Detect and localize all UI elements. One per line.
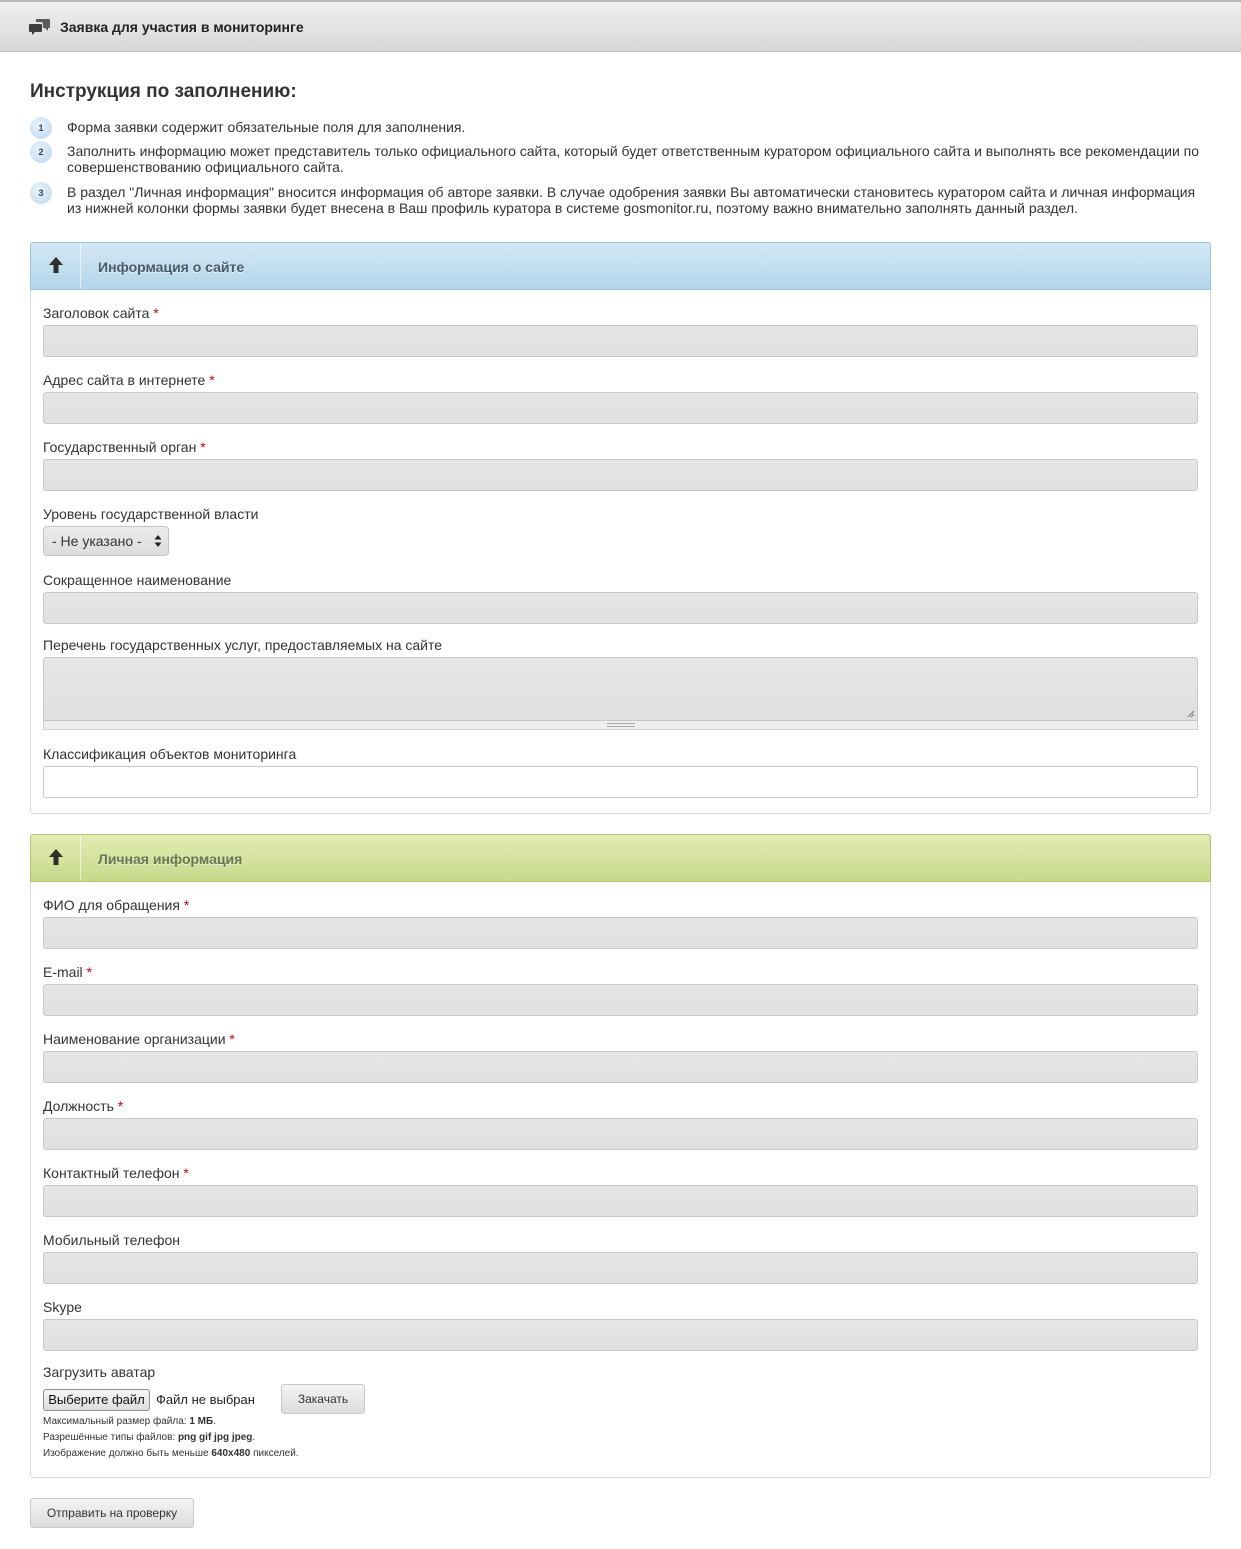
file-status: Файл не выбран <box>156 1392 255 1407</box>
site-info-panel-header[interactable] <box>30 242 1211 290</box>
classification-input[interactable] <box>43 766 1198 798</box>
org-label: Наименование организации * <box>43 1031 235 1047</box>
short-name-input[interactable] <box>43 592 1198 624</box>
hint-image-size: Изображение должно быть меньше 640x480 пикселей. <box>43 1448 299 1459</box>
instructions-title: Инструкция по заполнению: <box>30 81 297 102</box>
gov-body-input[interactable] <box>43 459 1198 491</box>
arrow-up-icon <box>49 257 63 273</box>
hint-max-size: Максимальный размер файла: 1 МБ. <box>43 1416 216 1427</box>
email-label: E-mail * <box>43 964 93 980</box>
panel-title: Информация о сайте <box>98 259 245 275</box>
position-label: Должность * <box>43 1098 124 1114</box>
step-text: Заполнить информацию может представитель только официального сайта, который будет ответственным куратором официального сайта и выполнять все рекомендации по совершенствованию официального сайта. <box>67 143 1200 175</box>
fio-label: ФИО для обращения * <box>43 897 190 913</box>
textarea-resize-grip[interactable] <box>43 721 1198 730</box>
panel-title: Личная информация <box>98 851 243 867</box>
collapse-toggle[interactable] <box>31 835 81 881</box>
avatar-label: Загрузить аватар <box>43 1364 156 1380</box>
resize-corner-icon[interactable] <box>1187 710 1195 718</box>
phone-label: Контактный телефон * <box>43 1165 189 1181</box>
fio-input[interactable] <box>43 917 1198 949</box>
choose-file-button[interactable]: Выберите файл <box>43 1389 150 1411</box>
personal-info-panel-header[interactable] <box>30 834 1211 882</box>
phone-input[interactable] <box>43 1185 1198 1217</box>
mobile-input[interactable] <box>43 1252 1198 1284</box>
upload-button[interactable]: Закачать <box>281 1384 365 1414</box>
org-input[interactable] <box>43 1051 1198 1083</box>
gov-body-label: Государственный орган * <box>43 439 206 455</box>
step-number-badge: 1 <box>30 117 52 139</box>
gov-level-label: Уровень государственной власти <box>43 506 259 522</box>
mobile-label: Мобильный телефон <box>43 1232 180 1248</box>
hint-file-types: Разрешённые типы файлов: png gif jpg jpeg. <box>43 1432 256 1443</box>
site-url-input[interactable] <box>43 392 1198 424</box>
gov-level-select[interactable]: - Не указано - <box>43 526 169 556</box>
site-title-input[interactable] <box>43 325 1198 357</box>
step-number-badge: 2 <box>30 141 52 163</box>
skype-input[interactable] <box>43 1319 1198 1351</box>
short-name-label: Сокращенное наименование <box>43 572 232 588</box>
services-textarea[interactable] <box>43 657 1198 721</box>
site-title-label: Заголовок сайта * <box>43 305 159 321</box>
step-text: В раздел "Личная информация" вносится информация об авторе заявки. В случае одобрения заявки Вы автоматически становитесь куратором сайта и личная информация из нижней колонки формы заявки будет внесена в Ваш профиль куратора в системе gosmonitor.ru, поэтому важно внимательно заполнять данный раздел. <box>67 184 1196 216</box>
skype-label: Skype <box>43 1299 82 1315</box>
page-title: Заявка для участия в мониторинге <box>60 19 304 35</box>
classification-label: Классификация объектов мониторинга <box>43 746 297 762</box>
page-header <box>0 0 1241 52</box>
position-input[interactable] <box>43 1118 1198 1150</box>
step-text: Форма заявки содержит обязательные поля для заполнения. <box>67 119 466 135</box>
email-input[interactable] <box>43 984 1198 1016</box>
arrow-up-icon <box>49 849 63 865</box>
select-arrows-icon <box>154 534 162 548</box>
chat-bubbles-icon <box>29 18 51 38</box>
submit-button[interactable]: Отправить на проверку <box>30 1498 194 1528</box>
step-number-badge: 3 <box>30 182 52 204</box>
collapse-toggle[interactable] <box>31 243 81 289</box>
site-url-label: Адрес сайта в интернете * <box>43 372 215 388</box>
services-label: Перечень государственных услуг, предоставляемых на сайте <box>43 637 443 653</box>
